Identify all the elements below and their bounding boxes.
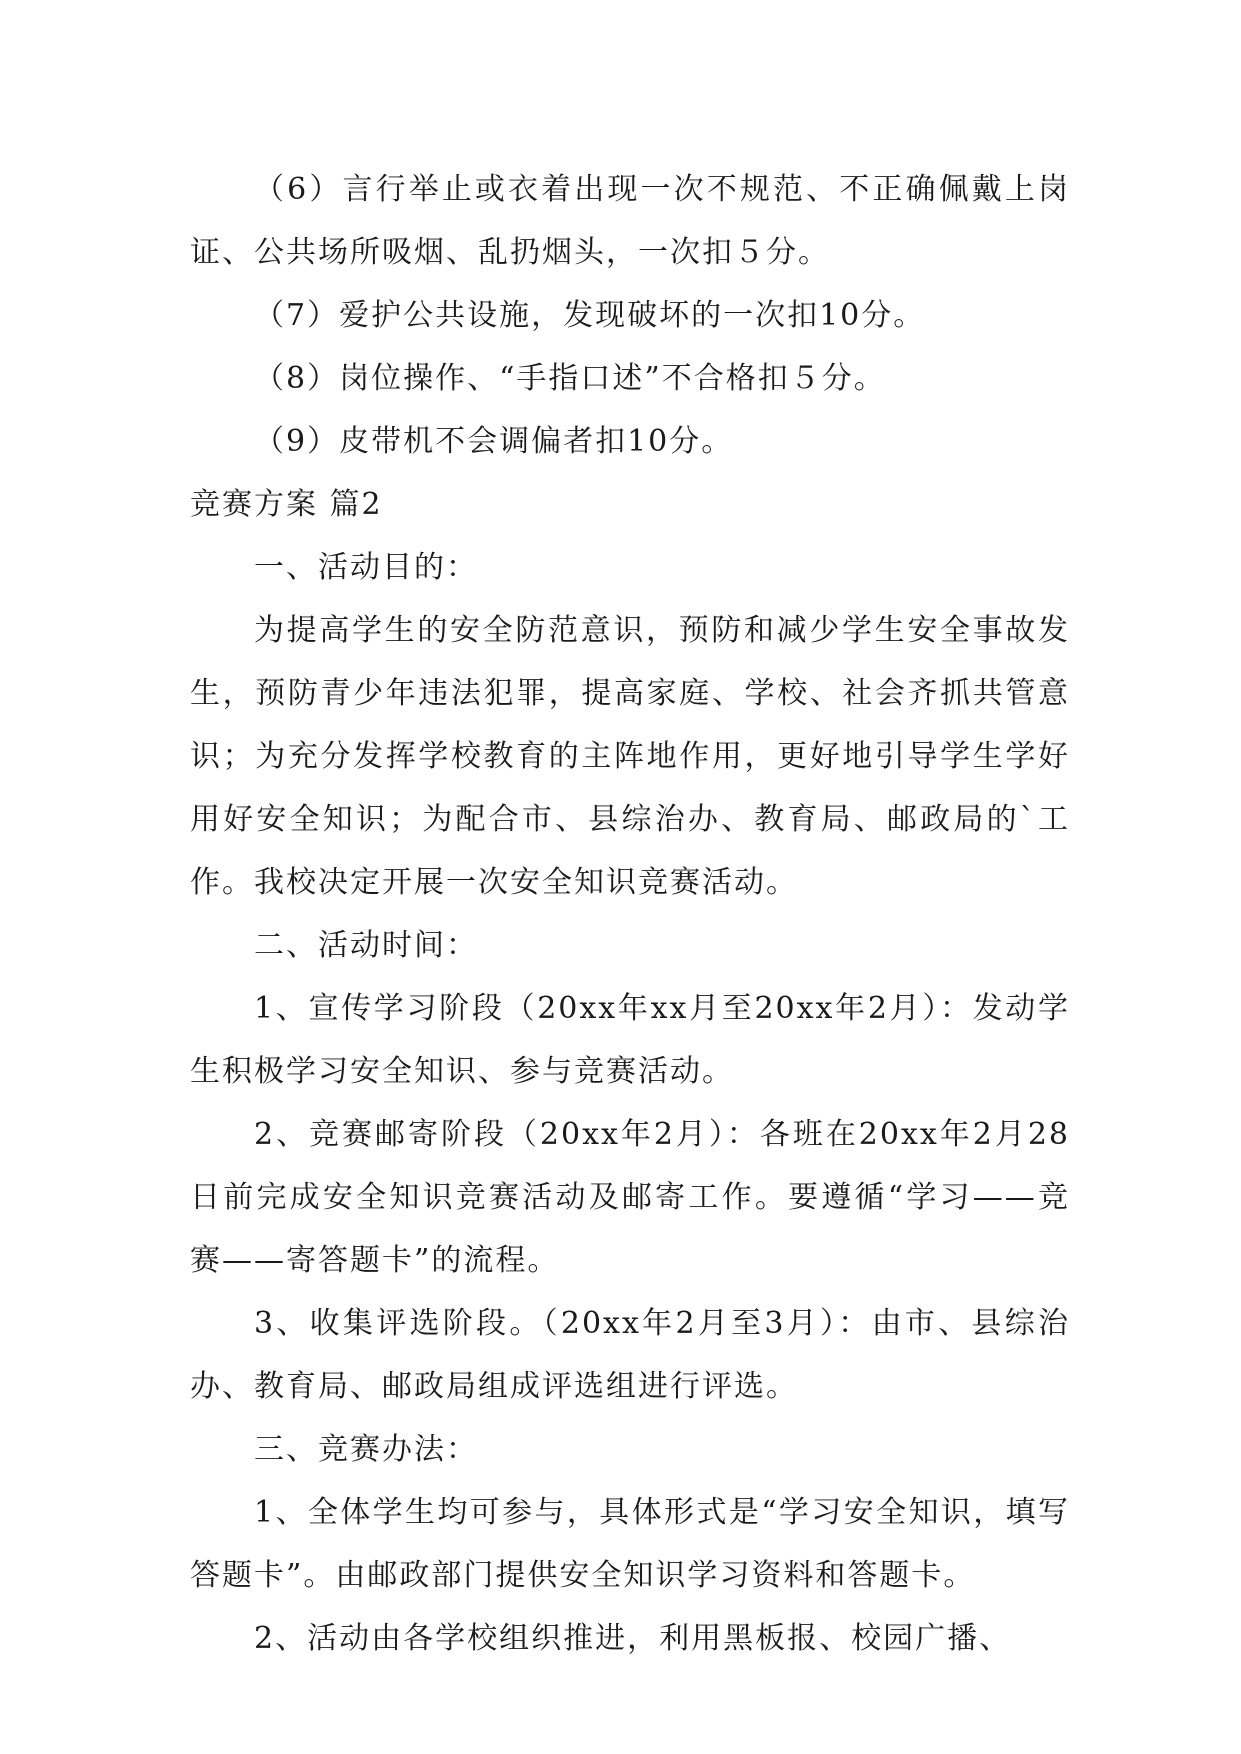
- paragraph-time-3: 3、收集评选阶段。（20xx年2月至3月）：由市、县综治办、教育局、邮政局组成评选组进行评选。: [190, 1306, 1070, 1404]
- paragraph-time-2: 2、竞赛邮寄阶段（20xx年2月）：各班在20xx年2月28日前完成安全知识竞赛活动及邮寄工作。要遵循“学习——竞赛——寄答题卡”的流程。: [190, 1117, 1070, 1278]
- paragraph-method-1: 1、全体学生均可参与，具体形式是“学习安全知识，填写答题卡”。由邮政部门提供安全知识学习资料和答题卡。: [190, 1495, 1070, 1593]
- section-heading: 竞赛方案 篇2: [190, 487, 383, 522]
- document-body: [190, 158, 1070, 1670]
- paragraph-rule-8: （8）岗位操作、“手指口述”不合格扣５分。: [254, 361, 886, 396]
- paragraph-rule-7: （7）爱护公共设施，发现破坏的一次扣10分。: [254, 298, 926, 333]
- paragraph-time-1: 1、宣传学习阶段（20xx年xx月至20xx年2月）：发动学生积极学习安全知识、参与竞赛活动。: [190, 991, 1070, 1089]
- paragraph-purpose: 为提高学生的安全防范意识，预防和减少学生安全事故发生，预防青少年违法犯罪，提高家庭、学校、社会齐抓共管意识；为充分发挥学校教育的主阵地作用，更好地引导学生学好用好安全知识；为配合市、县综治办、教育局、邮政局的`工作。我校决定开展一次安全知识竞赛活动。: [190, 613, 1070, 900]
- subheading-time: 二、活动时间：: [254, 928, 478, 963]
- subheading-purpose: 一、活动目的：: [254, 550, 478, 585]
- paragraph-rule-6: （6）言行举止或衣着出现一次不规范、不正确佩戴上岗证、公共场所吸烟、乱扔烟头，一次扣５分。: [190, 172, 1070, 270]
- paragraph-method-2: 2、活动由各学校组织推进，利用黑板报、校园广播、: [254, 1621, 1012, 1656]
- paragraph-rule-9: （9）皮带机不会调偏者扣10分。: [254, 424, 734, 459]
- subheading-method: 三、竞赛办法：: [254, 1432, 478, 1467]
